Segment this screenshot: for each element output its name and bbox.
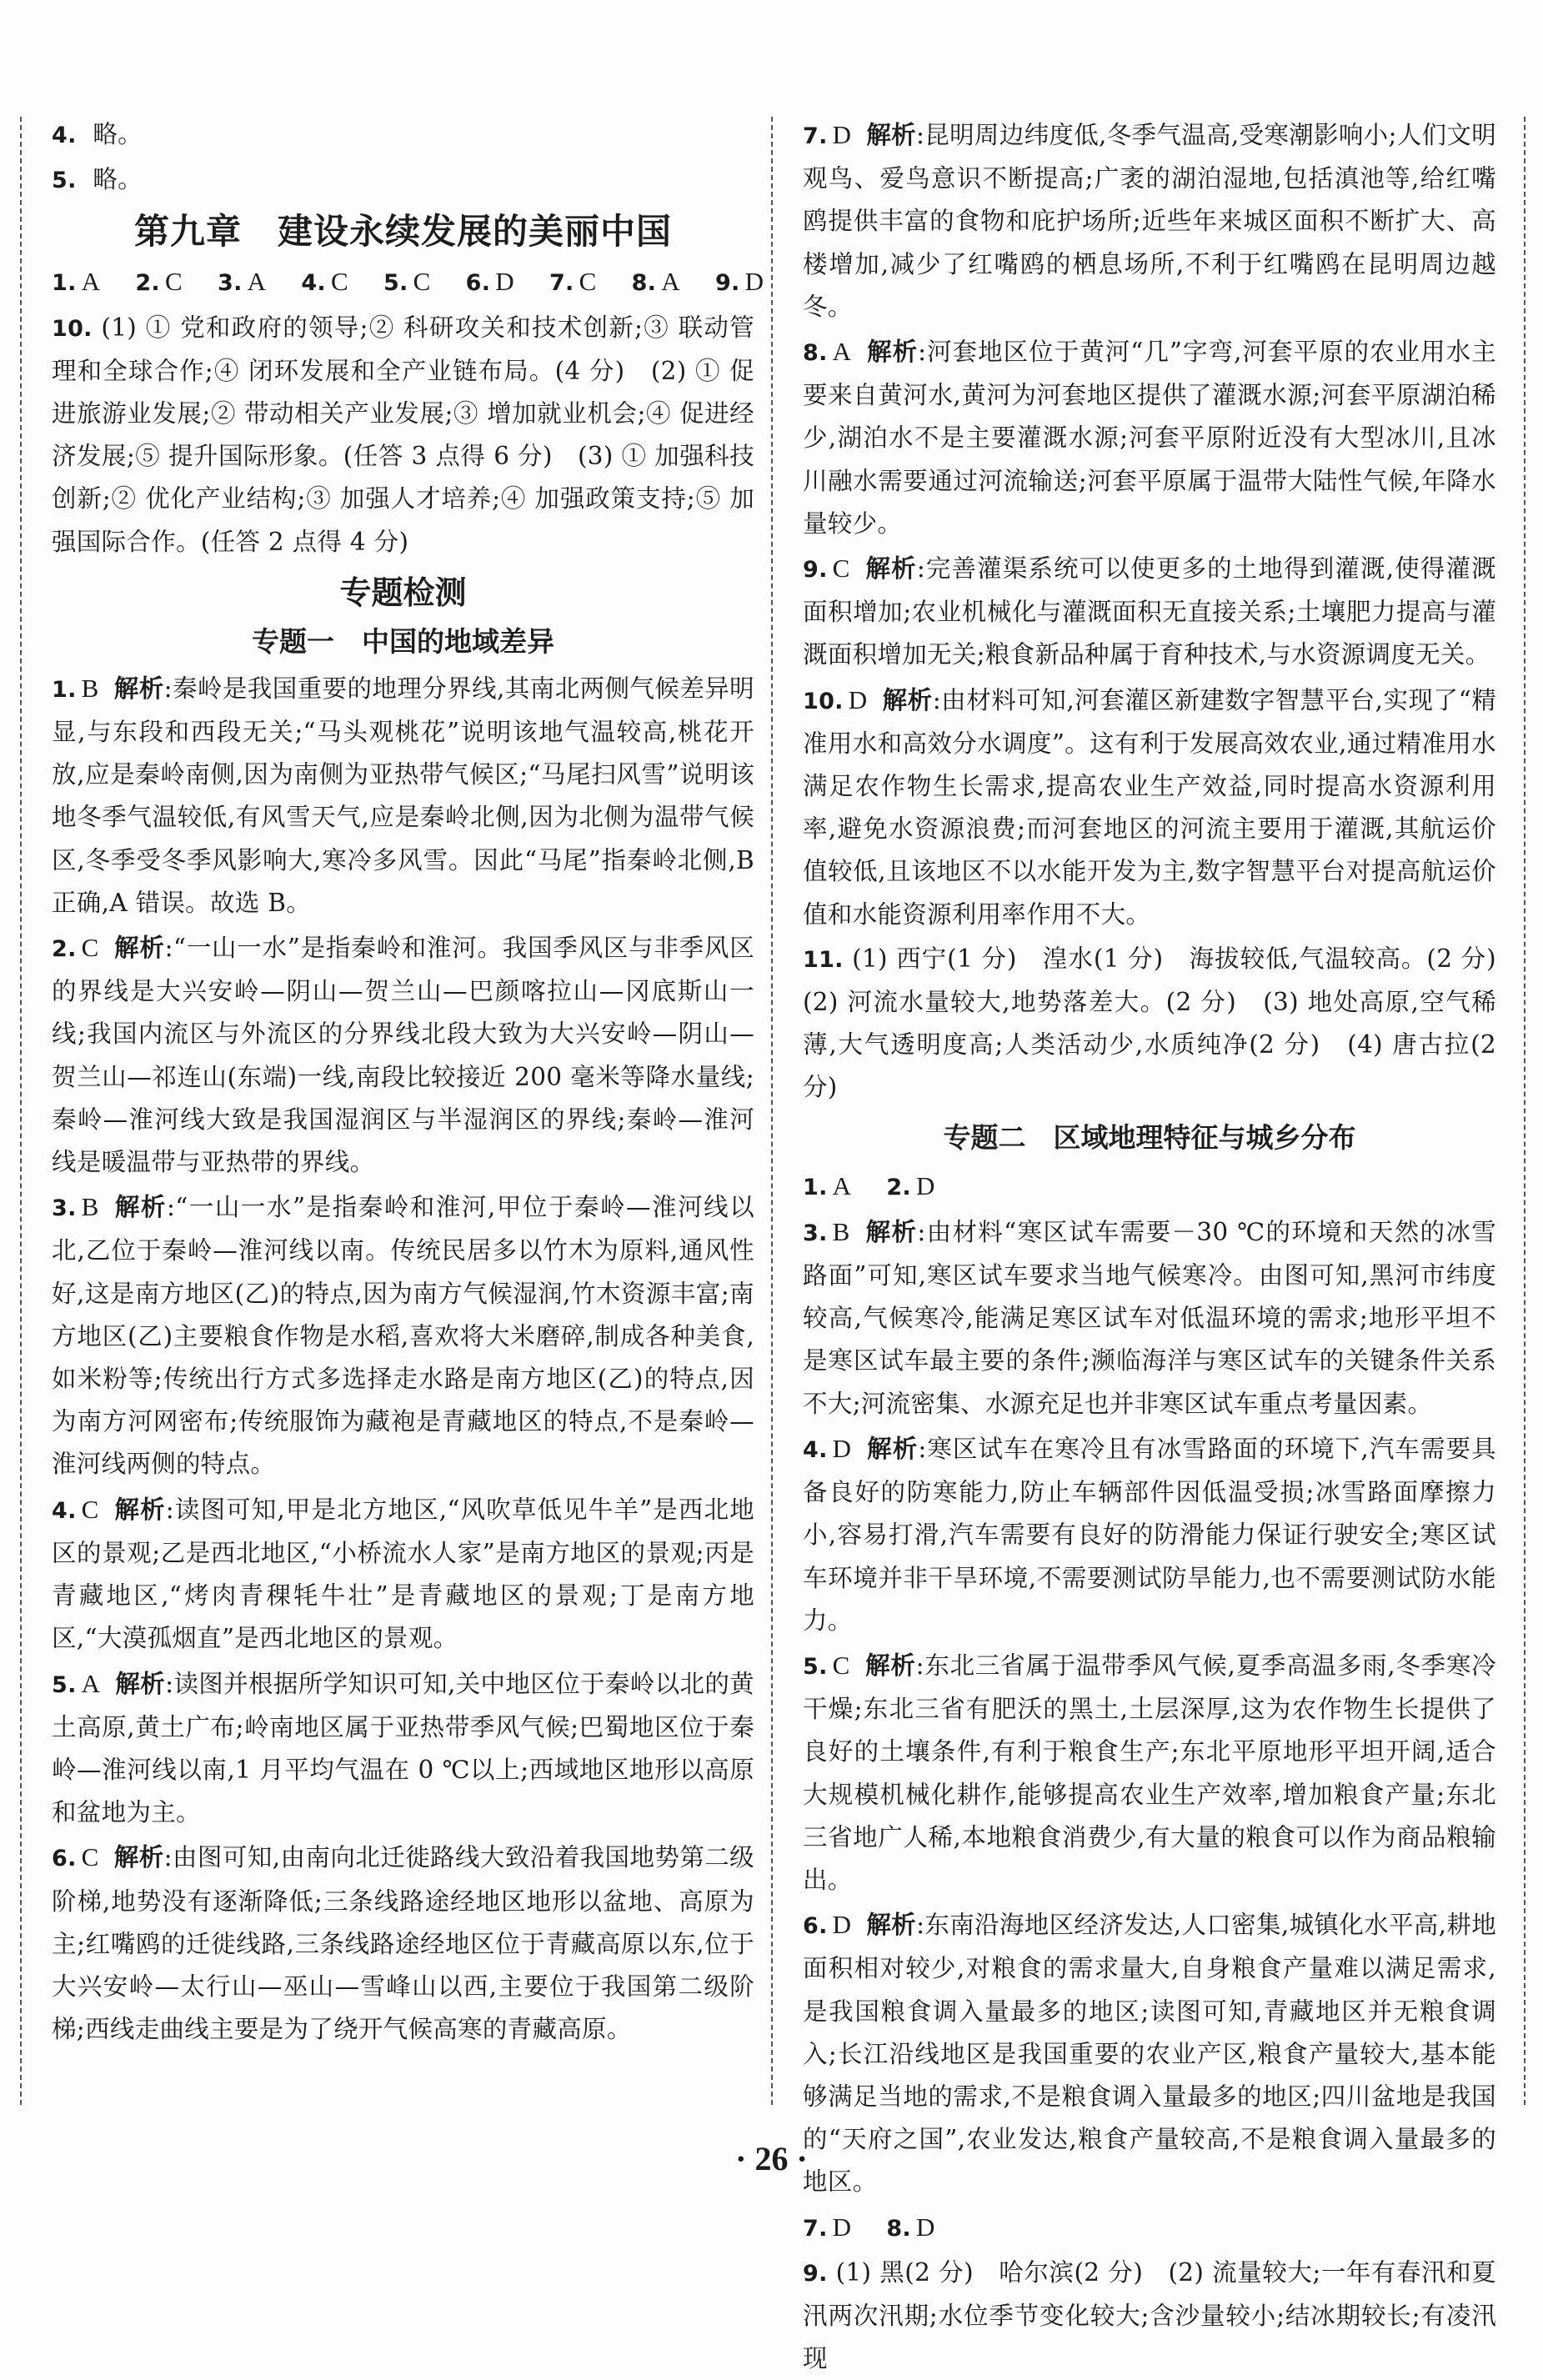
analysis-label: 解析	[113, 1193, 167, 1222]
analysis-text: :由图可知,由南向北迁徙路线大致沿着我国地势第二级阶梯,地势没有逐渐降低;三条线路途经地区地形以盆地、高原为主;红嘴鸥的迁徙线路,三条线路途经地区位于青藏高原以东,位于大兴安岭—太行山—巫山—雪峰山以西,主要位于我国第二级阶梯;西线走曲线主要是为了绕开气候高寒的青藏高原。	[52, 1843, 754, 2044]
choice: C	[832, 1650, 850, 1680]
question-number: 1.	[52, 676, 77, 703]
answer-item	[52, 1488, 754, 1661]
answer-item	[803, 547, 1496, 677]
choice: B	[832, 1216, 850, 1246]
column-divider-dashed-line	[771, 117, 773, 2105]
choice: D	[832, 2212, 852, 2242]
choice: D	[832, 120, 852, 149]
analysis-text: :秦岭是我国重要的地理分界线,其南北两侧气候差异明显,与东段和西段无关;“马头观桃花”说明该地气温较高,桃花开放,应是秦岭南侧,因为南侧为亚热带气候区;“马尾扫风雪”说明该地冬季气温较低,有风雪天气,应是秦岭北侧,因为北侧为温带气候区,冬季受冬季风影响大,寒冷多风雪。因此“马尾”指秦岭北侧,B 正确,A 错误。故选 B。	[52, 674, 754, 917]
question-number: 2.	[52, 936, 77, 963]
question-number: 7.	[803, 123, 828, 149]
analysis-text: :昆明周边纬度低,冬季气温高,受寒潮影响小;人们文明观鸟、爱鸟意识不断提高;广袤的湖泊湿地,包括滇池等,给红嘴鸥提供丰富的食物和庇护场所;近些年来城区面积不断扩大、高楼增加,减少了红嘴鸥的栖息场所,不利于红嘴鸥在昆明周边越冬。	[803, 121, 1496, 321]
question-number: 1.	[803, 1174, 828, 1200]
answer-text: (1) 黑(2 分) 哈尔滨(2 分) (2) 流量较大;一年有春汛和夏汛两次汛期;水位季节变化较大;含沙量较小;结冰期较长;有凌汛现	[803, 2257, 1496, 2373]
answer-text: 略。	[93, 120, 143, 148]
question-number: 5.	[52, 1671, 77, 1698]
answer-item	[803, 1210, 1496, 1425]
analysis-label: 解析	[113, 934, 165, 963]
question-number: 7.	[803, 2215, 828, 2242]
choice: D	[495, 267, 514, 297]
answer-text: (1) 西宁(1 分) 湟水(1 分) 海拔较低,气温较高。(2 分) (2) 河流水量较大,地势落差大。(2 分) (3) 地处高原,空气稀薄,大气透明度高;人类活动少,水质纯净(2 分) (4) 唐古拉(2 分)	[803, 944, 1521, 1102]
analysis-label: 解析	[866, 338, 919, 367]
question-number: 11.	[803, 946, 844, 973]
question-number: 3.	[52, 1195, 77, 1222]
question-number: 6.	[52, 1846, 77, 1872]
answer-item	[52, 158, 754, 202]
section-title: 专题检测	[339, 574, 467, 611]
answer-item	[52, 113, 754, 157]
analysis-label: 解析	[113, 674, 164, 703]
answer-item	[52, 1185, 754, 1486]
answer-text: (1) ① 党和政府的领导;② 科研攻关和技术创新;③ 联动管理和全球合作;④ 闭环发展和全产业链布局。(4 分) (2) ① 促进旅游业发展;② 带动相关产业发展;③ 增加就业机会;④ 促进经济发展;⑤ 提升国际形象。(任答 3 点得 6 分) (3) ① 加强科技创新;② 优化产业结构;③ 加强人才培养;④ 加强政策支持;⑤ 加强国际合作。(任答 2 点得 4 分)	[52, 313, 754, 556]
topic-title: 专题二 区域地理特征与城乡分布	[943, 1120, 1356, 1154]
analysis-label: 解析	[864, 1217, 918, 1246]
choice: C	[579, 267, 597, 297]
answer-item	[803, 938, 1521, 1110]
analysis-label: 解析	[113, 1495, 166, 1524]
choice: C	[330, 267, 348, 297]
answer-item	[803, 679, 1496, 936]
answer-item	[52, 1662, 754, 1835]
question-number: 9.	[803, 2260, 828, 2287]
question-number: 7.	[549, 270, 574, 297]
answer-item	[52, 667, 754, 924]
choice: C	[165, 267, 183, 297]
choice: D	[848, 684, 868, 714]
question-number: 1.	[52, 270, 77, 297]
answer-item	[803, 2252, 1496, 2380]
analysis-text: :读图并根据所学知识可知,关中地区位于秦岭以北的黄土高原,黄土广布;岭南地区属于亚热带季风气候;巴蜀地区位于秦岭—淮河线以南,1 月平均气温在 0 ℃以上;西域地区地形以高原和盆地为主。	[52, 1669, 754, 1827]
analysis-label: 解析	[864, 554, 917, 584]
choice: C	[81, 1842, 99, 1872]
question-number: 2.	[886, 1174, 911, 1200]
analysis-text: :东北三省属于温带季风气候,夏季高温多雨,冬季寒冷干燥;东北三省有肥沃的黑土,土层深厚,这为农作物生长提供了良好的土壤条件,有利于粮食生产;东北平原地形平坦开阔,适合大规模机械化耕作,能够提高农业生产效率,增加粮食产量;东北三省地广人稀,本地粮食消费少,有大量的粮食可以作为商品粮输出。	[803, 1651, 1496, 1894]
question-number: 2.	[135, 270, 160, 297]
analysis-label: 解析	[864, 1651, 916, 1680]
analysis-text: :完善灌渠系统可以使更多的土地得到灌溉,使得灌溉面积增加;农业机械化与灌溉面积无直接关系;土壤肥力提高与灌溉面积增加无关;粮食新品种属于育种技术,与水资源调度无关。	[803, 554, 1496, 669]
choice: B	[81, 1192, 99, 1222]
question-number: 6.	[803, 1913, 828, 1940]
choice: D	[832, 1433, 852, 1463]
analysis-text: :读图可知,甲是北方地区,“风吹草低见牛羊”是西北地区的景观;乙是西北地区,“小桥流水人家”是南方地区的景观;丙是青藏地区,“烤肉青稞牦牛壮”是青藏地区的景观;丁是南方地区,“大漠孤烟直”是西北地区的景观。	[52, 1495, 755, 1653]
analysis-label: 解析	[866, 121, 917, 149]
choice: A	[81, 267, 101, 297]
topic-title: 专题一 中国的地域差异	[252, 624, 554, 658]
choice: B	[81, 673, 99, 703]
answer-text: 略。	[93, 165, 143, 194]
analysis-label: 解析	[113, 1843, 164, 1872]
chapter-title: 第九章 建设永续发展的美丽中国	[133, 211, 672, 253]
answer-item	[803, 113, 1496, 328]
choice: C	[832, 554, 850, 584]
question-number: 9.	[803, 557, 828, 584]
question-number: 8.	[631, 270, 657, 297]
answer-item	[52, 307, 754, 564]
choice: D	[916, 1170, 935, 1200]
analysis-text: :“一山一水”是指秦岭和淮河。我国季风区与非季风区的界线是大兴安岭—阴山—贺兰山—巴颜喀拉山—冈底斯山一线;我国内流区与外流区的分界线北段大致为大兴安岭—阴山—贺兰山—祁连山(东端)一线,南段比较接近 200 毫米等降水量线;秦岭—淮河线大致是我国湿润区与半湿润区的界线;秦岭—淮河线是暖温带与亚热带的界线。	[52, 934, 754, 1177]
choice: D	[744, 267, 764, 297]
analysis-text: :由材料可知,河套灌区新建数字智慧平台,实现了“精准用水和高效分水调度”。这有利于发展高效农业,通过精准用水满足农作物生长需求,提高农业生产效益,同时提高水资源利用率,避免水资源浪费;而河套地区的河流主要用于灌溉,其航运价值较低,且该地区不以水能开发为主,数字智慧平台对提高航运价值和水能资源利用率作用不大。	[803, 685, 1496, 929]
left-margin-dashed-line	[20, 117, 22, 2105]
choice: D	[832, 1910, 852, 1940]
question-number: 6.	[465, 270, 491, 297]
right-column	[803, 113, 1521, 2380]
answer-item	[803, 1644, 1496, 1901]
question-number: 4.	[52, 123, 77, 148]
question-number: 3.	[217, 270, 243, 297]
analysis-label: 解析	[866, 1911, 917, 1940]
analysis-text: :“一山一水”是指秦岭和淮河,甲位于秦岭—淮河线以北,乙位于秦岭—淮河线以南。传统民居多以竹木为原料,通风性好,这是南方地区(乙)的特点,因为南方气候湿润,竹木资源丰富;南方地区(乙)主要粮食作物是水稻,喜欢将大米磨碎,制成各种美食,如米粉等;传统出行方式多选择走水路是南方地区(乙)的特点,因为南方河网密布;传统服饰为藏袍是青藏地区的特点,不是秦岭—淮河线两侧的特点。	[52, 1193, 754, 1479]
question-number: 5.	[52, 168, 77, 194]
choice: A	[832, 1170, 852, 1200]
multiple-choice-answers	[52, 260, 764, 304]
question-number: 5.	[803, 1653, 828, 1680]
question-number: 8.	[803, 340, 828, 367]
analysis-text: :寒区试车在寒冷且有冰雪路面的环境下,汽车需要具备良好的防寒能力,防止车辆部件因低温受损;冰雪路面摩擦力小,容易打滑,汽车需要有良好的防滑能力保证行驶安全;寒区试车环境并非干旱环境,不需要测试防旱能力,也不需要测试防水能力。	[803, 1434, 1496, 1635]
question-number: 5.	[383, 270, 408, 297]
multiple-choice-answers	[803, 2206, 1496, 2250]
analysis-label: 解析	[115, 1669, 166, 1698]
analysis-text: :由材料“寒区试车需要－30 ℃的环境和天然的冰雪路面”可知,寒区试车要求当地气候寒冷。由图可知,黑河市纬度较高,气候寒冷,能满足寒区试车对低温环境的需求;地形平坦不是寒区试车最主要的条件;濒临海洋与寒区试车的关键条件关系不大;河流密集、水源充足也并非寒区试车重点考量因素。	[803, 1217, 1496, 1418]
question-number: 8.	[886, 2215, 911, 2242]
answer-item	[52, 926, 754, 1184]
answer-item	[803, 1427, 1496, 1642]
analysis-label: 解析	[866, 1434, 919, 1463]
answer-item	[52, 1836, 754, 2051]
question-number: 10.	[52, 315, 93, 342]
right-margin-dashed-line	[1524, 117, 1525, 2105]
multiple-choice-answers	[803, 1165, 1496, 1209]
question-number: 4.	[803, 1436, 828, 1463]
analysis-text: :东南沿海地区经济发达,人口密集,城镇化水平高,耕地面积相对较少,对粮食的需求量大,自身粮食产量难以满足需求,是我国粮食调入量最多的地区;读图可知,青藏地区并无粮食调入;长江沿线地区是我国重要的农业产区,粮食产量较大,基本能够满足当地的需求,不是粮食调入量最多的地区;四川盆地是我国的“天府之国”,农业发达,粮食产量较高,不是粮食调入量最多的地区。	[803, 1911, 1496, 2197]
choice: C	[413, 267, 431, 297]
choice: C	[81, 1494, 99, 1524]
answer-item	[803, 330, 1496, 545]
choice: A	[247, 267, 267, 297]
left-column	[52, 113, 764, 2051]
question-number: 10.	[803, 688, 844, 714]
question-number: 4.	[52, 1497, 77, 1524]
analysis-label: 解析	[882, 685, 933, 714]
choice: A	[661, 267, 680, 297]
choice: C	[81, 933, 99, 963]
choice: D	[916, 2212, 935, 2242]
choice: A	[832, 337, 852, 367]
page-number: · 26 ·	[735, 2140, 808, 2177]
question-number: 9.	[714, 270, 740, 297]
question-number: 4.	[301, 270, 326, 297]
choice: A	[81, 1668, 101, 1698]
question-number: 3.	[803, 1220, 828, 1246]
analysis-text: :河套地区位于黄河“几”字弯,河套平原的农业用水主要来自黄河水,黄河为河套地区提供了灌溉水源;河套平原湖泊稀少,湖泊水不是主要灌溉水源;河套平原附近没有大型冰川,且冰川融水需要通过河流输送;河套平原属于温带大陆性气候,年降水量较少。	[803, 338, 1496, 538]
